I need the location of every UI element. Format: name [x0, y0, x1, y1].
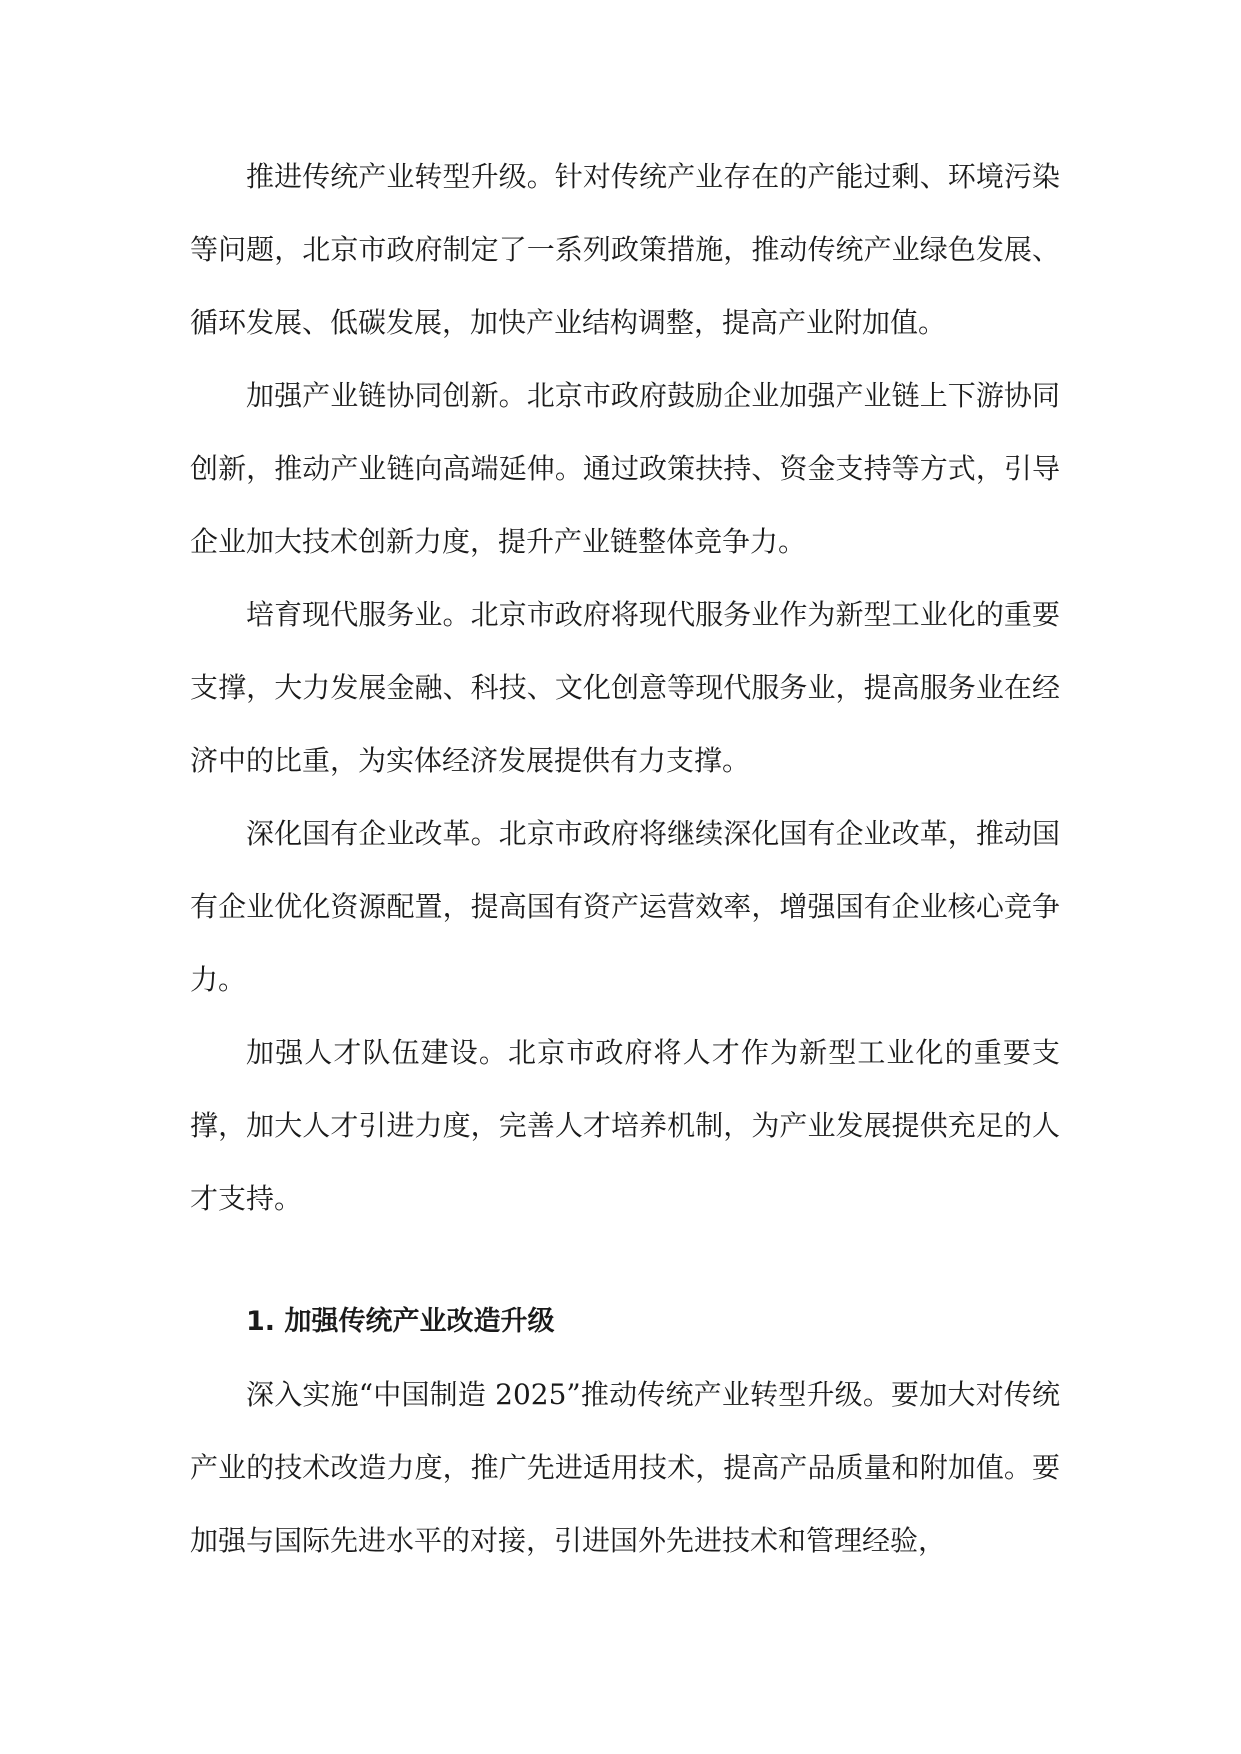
- paragraph-industry-chain: 加强产业链协同创新。北京市政府鼓励企业加强产业链上下游协同创新，推动产业链向高端延伸。通过政策扶持、资金支持等方式，引导企业加大技术创新力度，提升产业链整体竞争力。: [190, 379, 1060, 558]
- paragraph-made-in-china-2025: 深入实施“中国制造 2025”推动传统产业转型升级。要加大对传统产业的技术改造力度，推广先进适用技术，提高产品质量和附加值。要加强与国际先进水平的对接，引进国外先进技术和管理经验，: [190, 1378, 1060, 1557]
- paragraph-talent: 加强人才队伍建设。北京市政府将人才作为新型工业化的重要支撑，加大人才引进力度，完善人才培养机制，为产业发展提供充足的人才支持。: [190, 1036, 1060, 1215]
- paragraph-soe-reform: 深化国有企业改革。北京市政府将继续深化国有企业改革，推动国有企业优化资源配置，提高国有资产运营效率，增强国有企业核心竞争力。: [190, 817, 1060, 996]
- document-body: [190, 140, 1060, 1577]
- paragraph-modern-services: 培育现代服务业。北京市政府将现代服务业作为新型工业化的重要支撑，大力发展金融、科技、文化创意等现代服务业，提高服务业在经济中的比重，为实体经济发展提供有力支撑。: [190, 598, 1060, 777]
- section-heading: 1. 加强传统产业改造升级: [246, 1306, 555, 1337]
- paragraph-traditional-industry: 推进传统产业转型升级。针对传统产业存在的产能过剩、环境污染等问题，北京市政府制定了一系列政策措施，推动传统产业绿色发展、循环发展、低碳发展，加快产业结构调整，提高产业附加值。: [190, 160, 1060, 339]
